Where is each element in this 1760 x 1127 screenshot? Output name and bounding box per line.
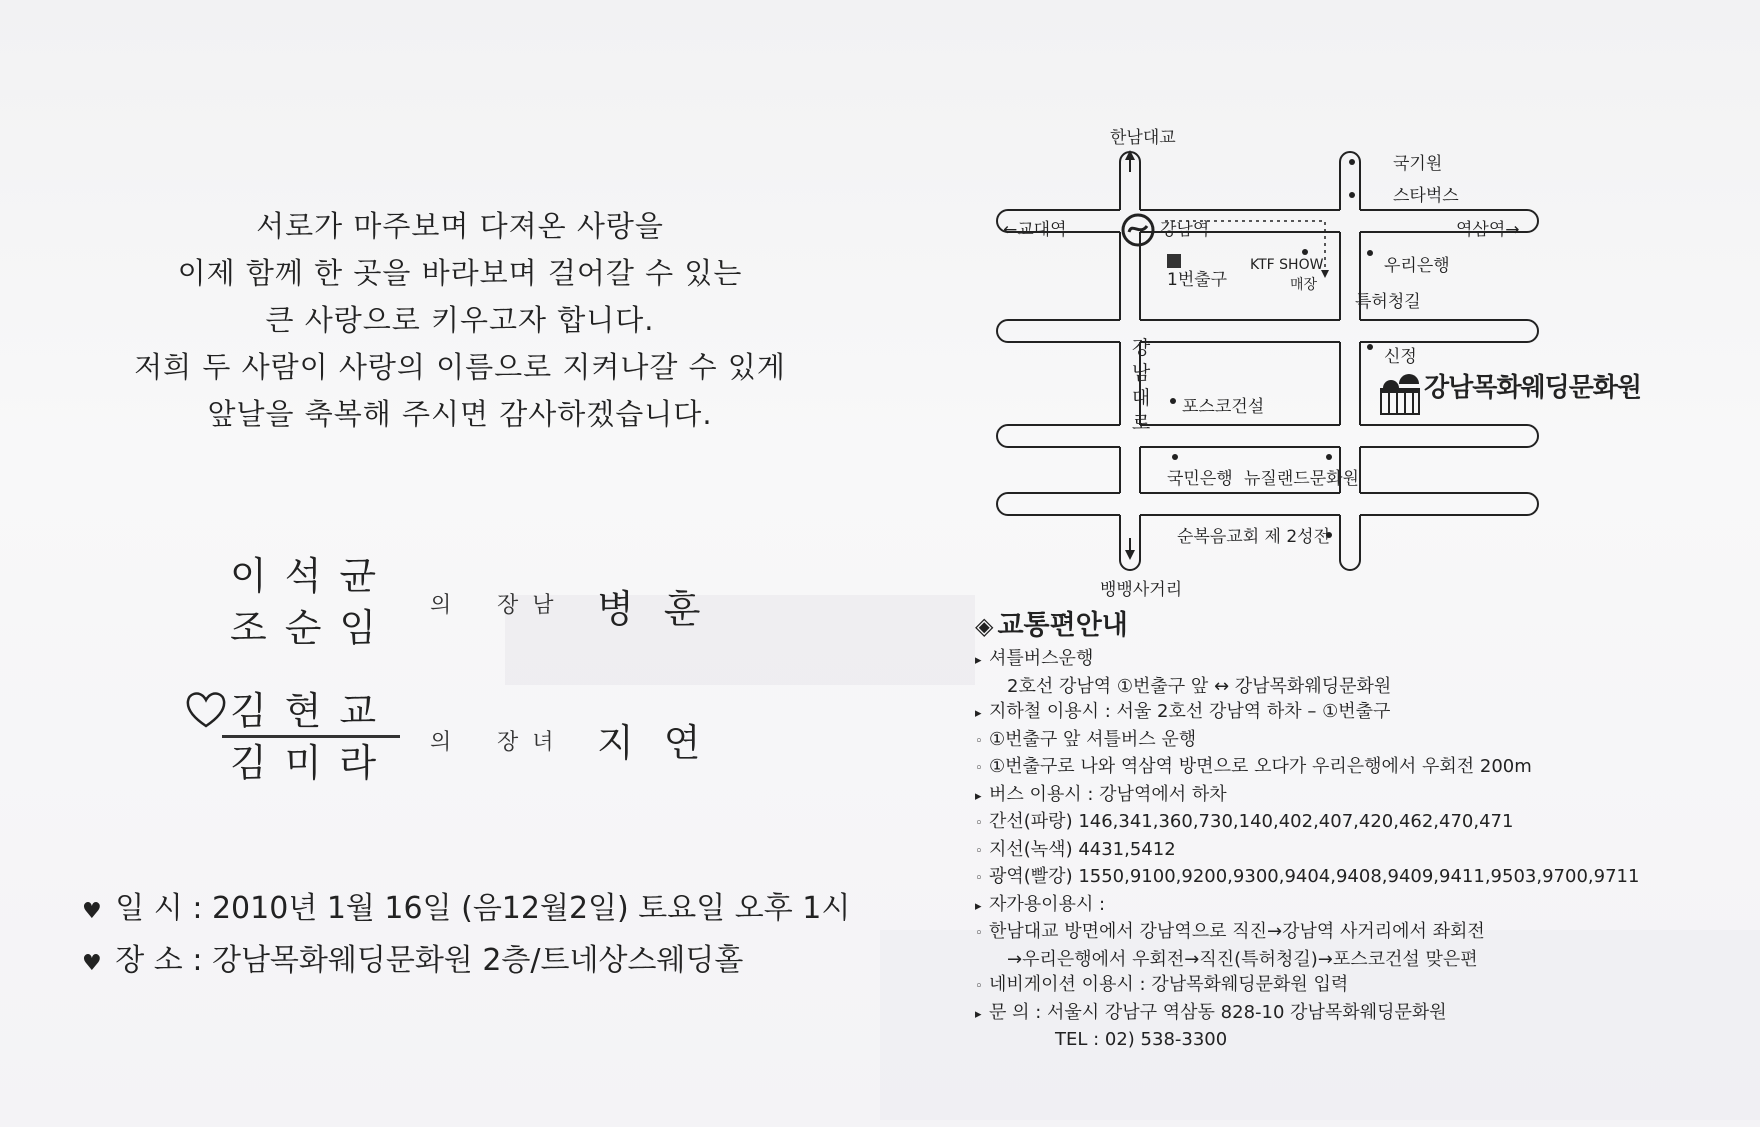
guide-line-text: 광역(빨강) 1550,9100,9200,9300,9404,9408,9409,9411,9503,9700,9711: [989, 866, 1640, 887]
groom-parents: [230, 550, 394, 654]
date-value: 2010년 1월 16일 (음12월2일) 토요일 오후 1시: [211, 891, 851, 926]
arrow-bullet-icon: ▸: [975, 788, 982, 804]
subway-station-icon: [1120, 212, 1156, 248]
guide-line: [975, 1000, 1745, 1028]
heart-icon: [185, 690, 227, 730]
place-row: [82, 935, 743, 979]
map-label-church: 순복음교회 제 2성전: [1177, 527, 1330, 547]
map-label-kookmin-bank: 국민은행: [1167, 469, 1233, 489]
fold-shadow: [505, 595, 975, 685]
map-label-ktf-show: KTF SHOW: [1250, 257, 1324, 273]
guide-line-text: 버스 이용시 : 강남역에서 하차: [989, 783, 1227, 805]
guide-line-text: ①번출구로 나와 역삼역 방면으로 오다가 우리은행에서 우회전 200m: [989, 756, 1532, 777]
guide-line: [975, 782, 1745, 810]
guide-line-text: 지선(녹색) 4431,5412: [989, 838, 1176, 860]
groom-father: 이석균: [230, 554, 395, 598]
heart-bullet-icon: ♥: [82, 899, 102, 924]
heart-bullet-icon: ♥: [82, 951, 102, 976]
map-label-gyodae-station: ←교대역: [1003, 220, 1067, 240]
map-label-woori-bank: 우리은행: [1384, 256, 1450, 276]
circle-bullet-icon: ◦: [975, 843, 983, 859]
map-label-yeoksam-station: 역삼역→: [1456, 220, 1520, 240]
invitation-poem: [120, 203, 800, 438]
guide-line: [975, 892, 1745, 920]
guide-line-text: 셔틀버스운행: [989, 648, 1094, 669]
guide-line: [975, 864, 1745, 892]
groom-possessive: 의: [430, 593, 452, 618]
guide-line: [975, 972, 1745, 1000]
poem-line: 앞날을 축복해 주시면 감사하겠습니다.: [207, 397, 713, 431]
guide-line: [975, 674, 1745, 700]
arrow-bullet-icon: ▸: [975, 1006, 982, 1022]
guide-line-text: TEL : 02) 538-3300: [1055, 1029, 1228, 1050]
guide-line-text: →우리은행에서 우회전→직진(특허청길)→포스코건설 맞은편: [1007, 948, 1478, 970]
arrow-bullet-icon: ▸: [975, 706, 982, 721]
circle-bullet-icon: ◦: [975, 926, 983, 941]
map-label-ktf-store: 매장: [1290, 277, 1318, 293]
map-label-starbucks: 스타벅스: [1393, 186, 1459, 206]
map-label-posco: 포스코건설: [1182, 397, 1265, 417]
bride-name: 지연: [597, 721, 731, 765]
circle-bullet-icon: ◦: [975, 816, 983, 831]
guide-line-text: 간선(파랑) 146,341,360,730,140,402,407,420,462,470,471: [989, 811, 1514, 832]
guide-line: [975, 699, 1745, 727]
map-label-wedding-hall: 강남목화웨딩문화원: [1424, 373, 1642, 403]
map-label-gangnam-station: 강남역: [1160, 220, 1210, 240]
guide-line: [975, 1027, 1745, 1053]
guide-line-text: 네비게이션 이용시 : 강남목화웨딩문화원 입력: [989, 974, 1349, 995]
place-label: 장 소 :: [115, 943, 203, 978]
guide-line: [975, 646, 1745, 674]
wedding-hall-icon: [1375, 372, 1425, 416]
map-label-gangnam-daero: 강남대로: [1131, 337, 1151, 434]
guide-line-text: 2호선 강남역 ①번출구 앞 ↔ 강남목화웨딩문화원: [1007, 675, 1392, 697]
poem-line: 이제 함께 한 곳을 바라보며 걸어갈 수 있는: [177, 256, 743, 290]
guide-lines: [975, 646, 1745, 1053]
guide-line-text: ①번출구 앞 셔틀버스 운행: [989, 728, 1197, 750]
poem-line: 큰 사랑으로 키우고자 합니다.: [265, 303, 655, 337]
circle-bullet-icon: ◦: [975, 979, 983, 994]
place-value: 강남목화웨딩문화원 2층/트네상스웨딩홀: [211, 943, 744, 978]
guide-line: [975, 919, 1745, 947]
map-label-bangbang-intersection: 뱅뱅사거리: [1100, 580, 1183, 600]
date-label: 일 시 :: [115, 891, 203, 926]
parents-divider: [222, 735, 400, 738]
groom-relation: 장남: [497, 593, 568, 618]
guide-line: [975, 754, 1745, 782]
guide-line-text: 한남대교 방면에서 강남역으로 직진→강남역 사거리에서 좌회전: [989, 921, 1485, 942]
groom-mother: 조순임: [230, 606, 395, 650]
map-label-new-zealand: 뉴질랜드문화원: [1244, 469, 1359, 489]
guide-line: [975, 837, 1745, 865]
guide-line-text: 지하철 이용시 : 서울 2호선 강남역 하차 – ①번출구: [989, 701, 1391, 722]
map-label-teukheo-road: 특허청길: [1355, 292, 1421, 312]
guide-line-text: 문 의 : 서울시 강남구 역삼동 828-10 강남목화웨딩문화원: [989, 1001, 1447, 1023]
map-label-gukgiwon: 국기원: [1393, 154, 1443, 174]
bride-mother: 김미라: [230, 741, 395, 785]
arrow-bullet-icon: ▸: [975, 653, 982, 668]
poem-line: 서로가 마주보며 다져온 사랑을: [256, 209, 664, 243]
transport-guide: [975, 603, 1745, 1053]
groom-name: 병훈: [597, 587, 731, 631]
bride-father: 김현교: [230, 689, 395, 733]
arrow-bullet-icon: ▸: [975, 898, 982, 914]
map-label-sinjeong: 신정: [1384, 347, 1417, 367]
map-label-hannam-bridge: 한남대교: [1110, 128, 1176, 148]
bride-possessive: 의: [430, 730, 452, 755]
map-label-exit-1: 1번출구: [1167, 270, 1228, 290]
poem-line: 저희 두 사람이 사랑의 이름으로 지켜나갈 수 있게: [134, 350, 786, 384]
guide-title: ◈ 교통편안내: [975, 610, 1128, 641]
date-row: [82, 883, 850, 927]
circle-bullet-icon: ◦: [975, 761, 983, 776]
circle-bullet-icon: ◦: [975, 733, 983, 749]
diamond-icon: ◈: [975, 612, 994, 640]
circle-bullet-icon: ◦: [975, 871, 983, 886]
exit-marker-icon: [1167, 254, 1181, 268]
guide-line: [975, 947, 1745, 973]
guide-line: [975, 727, 1745, 755]
guide-line-text: 자가용이용시 :: [989, 893, 1106, 915]
bride-relation: 장녀: [497, 730, 568, 755]
guide-line: [975, 809, 1745, 837]
